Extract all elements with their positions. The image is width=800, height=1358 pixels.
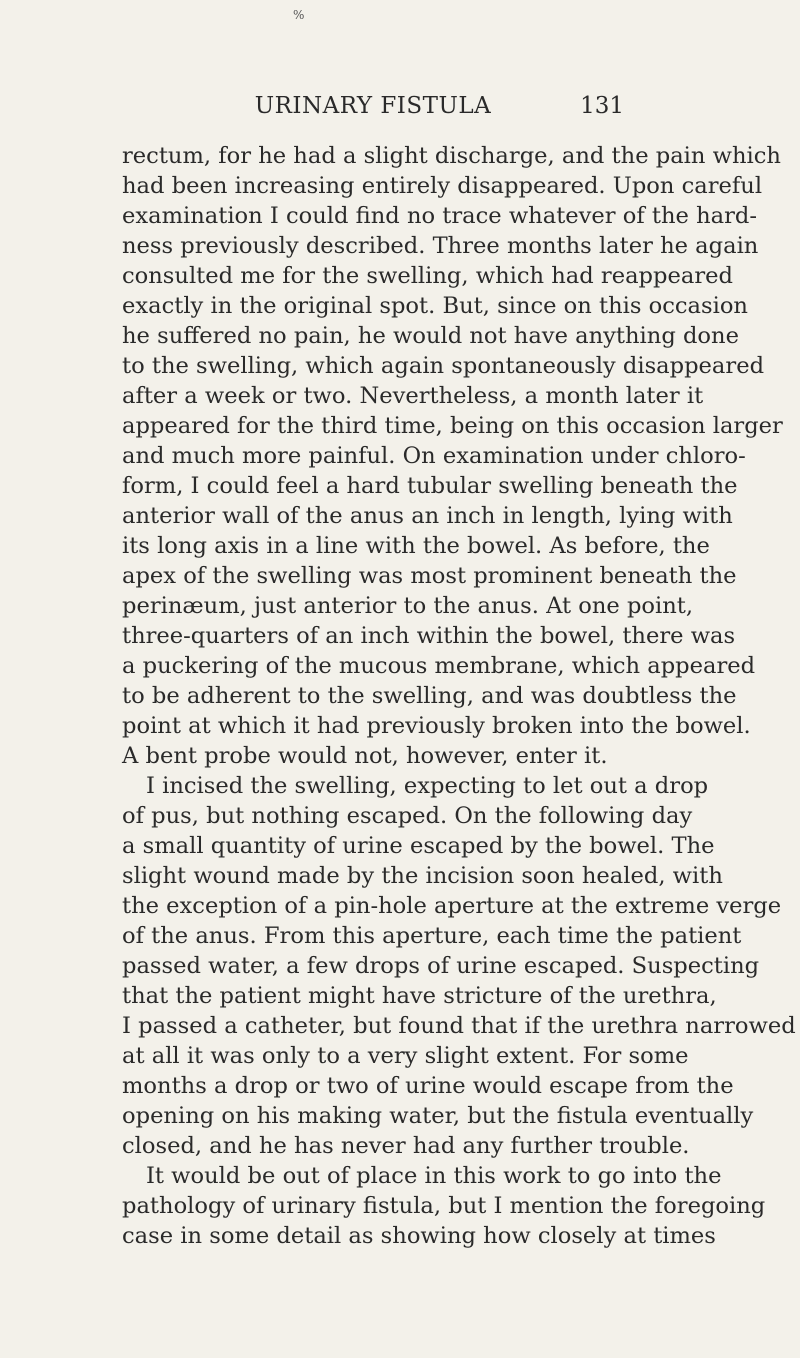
text-line: point at which it had previously broken into the bowel. [122,713,751,739]
text-line: of the anus. From this aperture, each time the patient [122,923,742,949]
text-line: I passed a catheter, but found that if the urethra narrowed [122,1013,796,1039]
text-line: rectum, for he had a slight discharge, and the pain which [122,143,781,169]
text-line: A bent probe would not, however, enter it. [122,743,608,769]
text-line: he suffered no pain, he would not have anything done [122,323,739,349]
text-line: the exception of a pin-hole aperture at the extreme verge [122,893,782,919]
text-line: perinæum, just anterior to the anus. At one point, [122,593,694,619]
running-header [122,93,624,127]
text-line: anterior wall of the anus an inch in length, lying with [122,503,733,529]
body-text [122,141,796,1251]
text-line: after a week or two. Nevertheless, a month later it [122,383,704,409]
text-line: and much more painful. On examination under chloro- [122,443,746,469]
text-line: apex of the swelling was most prominent beneath the [122,563,737,589]
text-line: months a drop or two of urine would escape from the [122,1073,734,1099]
text-line: to be adherent to the swelling, and was doubtless the [122,683,737,709]
text-line: to the swelling, which again spontaneously disappeared [122,353,765,379]
text-line: pathology of urinary fistula, but I mention the foregoing [122,1193,766,1219]
text-line: three-quarters of an inch within the bowel, there was [122,623,736,649]
text-line: had been increasing entirely disappeared. Upon careful [122,173,763,199]
text-line: a puckering of the mucous membrane, which appeared [122,653,756,679]
running-title: URINARY FISTULA [254,93,492,119]
text-line: appeared for the third time, being on this occasion larger [122,413,783,439]
stray-mark: % [293,8,305,22]
text-line: closed, and he has never had any further trouble. [122,1133,690,1159]
text-line: its long axis in a line with the bowel. As before, the [122,533,710,559]
text-line: examination I could find no trace whatever of the hard- [122,203,758,229]
text-line: opening on his making water, but the fistula eventually [122,1103,754,1129]
text-line: ness previously described. Three months later he again [122,233,759,259]
text-line: consulted me for the swelling, which had reappeared [122,263,733,289]
text-line: I incised the swelling, expecting to let out a drop [146,773,709,799]
text-line: exactly in the original spot. But, since on this occasion [122,293,748,319]
text-line: at all it was only to a very slight extent. For some [122,1043,689,1069]
text-line: passed water, a few drops of urine escaped. Suspecting [122,953,760,979]
text-line: a small quantity of urine escaped by the bowel. The [122,833,715,859]
text-line: case in some detail as showing how closely at times [122,1223,716,1249]
text-line: form, I could feel a hard tubular swelling beneath the [122,473,738,499]
text-line: It would be out of place in this work to go into the [146,1163,722,1189]
page-number: 131 [580,93,624,119]
text-line: that the patient might have stricture of the urethra, [122,983,717,1009]
text-line: of pus, but nothing escaped. On the following day [122,803,693,829]
text-line: slight wound made by the incision soon healed, with [122,863,723,889]
